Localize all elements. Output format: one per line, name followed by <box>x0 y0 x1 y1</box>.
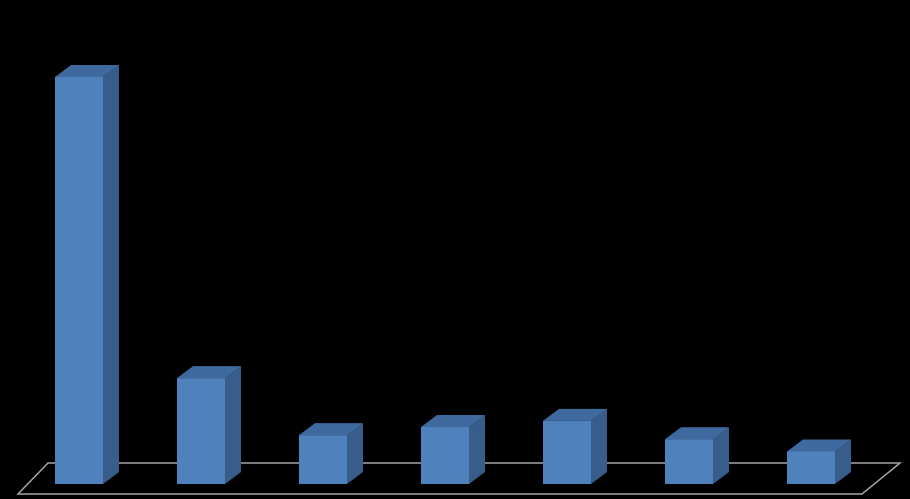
bar-front-face <box>55 77 103 484</box>
bar-6 <box>665 427 729 484</box>
bar-front-face <box>299 435 347 484</box>
bar-front-face <box>177 378 225 484</box>
bar-2 <box>177 366 241 484</box>
bar-series <box>55 65 851 484</box>
bar-side-face <box>103 65 119 484</box>
bar-front-face <box>665 439 713 484</box>
bar-side-face <box>591 409 607 484</box>
bar-4 <box>421 415 485 484</box>
bar-5 <box>543 409 607 484</box>
bar-front-face <box>787 451 835 484</box>
bar-7 <box>787 439 851 484</box>
bar-side-face <box>469 415 485 484</box>
bar-front-face <box>421 427 469 484</box>
bar-3 <box>299 423 363 484</box>
bar-front-face <box>543 421 591 484</box>
bar-1 <box>55 65 119 484</box>
bar-side-face <box>225 366 241 484</box>
